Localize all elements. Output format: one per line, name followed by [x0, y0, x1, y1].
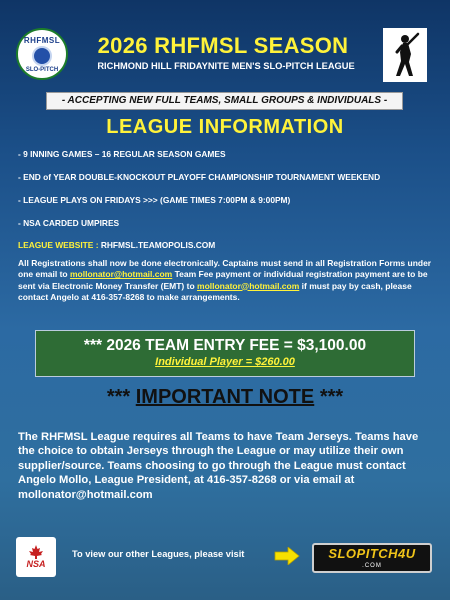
- info-bullet: - 9 INNING GAMES – 16 REGULAR SEASON GAMES: [18, 149, 226, 159]
- registration-text: All Registrations shall now be done electronically. Captains must send in all Registration Forms under one email to: [18, 258, 432, 280]
- softball-icon: [32, 46, 52, 66]
- info-bullet: - NSA CARDED UMPIRES: [18, 218, 120, 228]
- arrow-right-icon: [274, 547, 300, 565]
- email-link[interactable]: mollonator@hotmail.com: [197, 280, 300, 291]
- rhfmsl-logo-text: RHFMSL: [23, 35, 61, 45]
- s4u-com: .COM: [362, 563, 382, 569]
- registration-text: if must pay by cash, please contact Angelo at 416-357-8268 to make arrangements.: [18, 280, 412, 302]
- registration-text: Team Fee payment or individual registration payment are to be sent via Electronic Money Transfer (EMT) to: [18, 269, 428, 291]
- nsa-logo[interactable]: [16, 537, 56, 577]
- info-bullet: - END of YEAR DOUBLE-KNOCKOUT PLAYOFF CHAMPIONSHIP TOURNAMENT WEEKEND: [18, 172, 381, 182]
- s4u-num: 4U: [398, 546, 416, 561]
- email-link[interactable]: mollonator@hotmail.com: [69, 269, 173, 280]
- league-full-name: RICHMOND HILL FRIDAYNITE MEN'S SLO-PITCH LEAGUE: [97, 61, 355, 71]
- important-note-title: IMPORTANT NOTE: [135, 386, 315, 408]
- nsa-logo-text: NSA: [26, 559, 46, 569]
- league-website-link[interactable]: RHFMSL.TEAMOPOLIS.COM: [100, 240, 216, 250]
- batter-silhouette-icon: [383, 28, 427, 82]
- rhfmsl-logo: [16, 28, 68, 80]
- rhfmsl-logo-subtext: SLO-PITCH: [25, 66, 59, 73]
- page-title: 2026 RHFMSL SEASON: [97, 33, 349, 58]
- individual-player-fee: Individual Player = $260.00: [155, 356, 295, 368]
- team-entry-fee: *** 2026 TEAM ENTRY FEE = $3,100.00: [83, 337, 367, 354]
- note-stars: ***: [106, 386, 131, 408]
- info-bullet: - LEAGUE PLAYS ON FRIDAYS >>> (GAME TIMES 7:00PM & 9:00PM): [18, 195, 291, 205]
- league-website: [18, 240, 215, 250]
- slopitch4u-wordmark: [314, 545, 430, 563]
- important-note-body: The RHFMSL League requires all Teams to have Team Jerseys. Teams have the choice to obtain Jerseys through the League or may utilize their own supplier/source. Teams choosing to go through the League must contact Angelo Mollo, League President, at 416-357-8268 or via email at mollonator@hotmail.com: [18, 431, 419, 501]
- registration-paragraph: [18, 258, 436, 303]
- s4u-slo: SLO: [328, 546, 357, 561]
- slopitch4u-logo-link[interactable]: [312, 543, 432, 573]
- league-website-label: LEAGUE WEBSITE :: [18, 240, 101, 250]
- accepting-teams-banner: - ACCEPTING NEW FULL TEAMS, SMALL GROUPS & INDIVIDUALS -: [46, 92, 403, 110]
- s4u-pitch: PITCH: [356, 546, 399, 561]
- other-leagues-text: To view our other Leagues, please visit: [72, 549, 245, 559]
- note-stars: ***: [319, 386, 344, 408]
- maple-leaf-icon: [28, 545, 44, 559]
- important-note-heading: [0, 386, 450, 409]
- team-entry-fee-box: [35, 330, 415, 377]
- league-information-heading: LEAGUE INFORMATION: [106, 116, 344, 138]
